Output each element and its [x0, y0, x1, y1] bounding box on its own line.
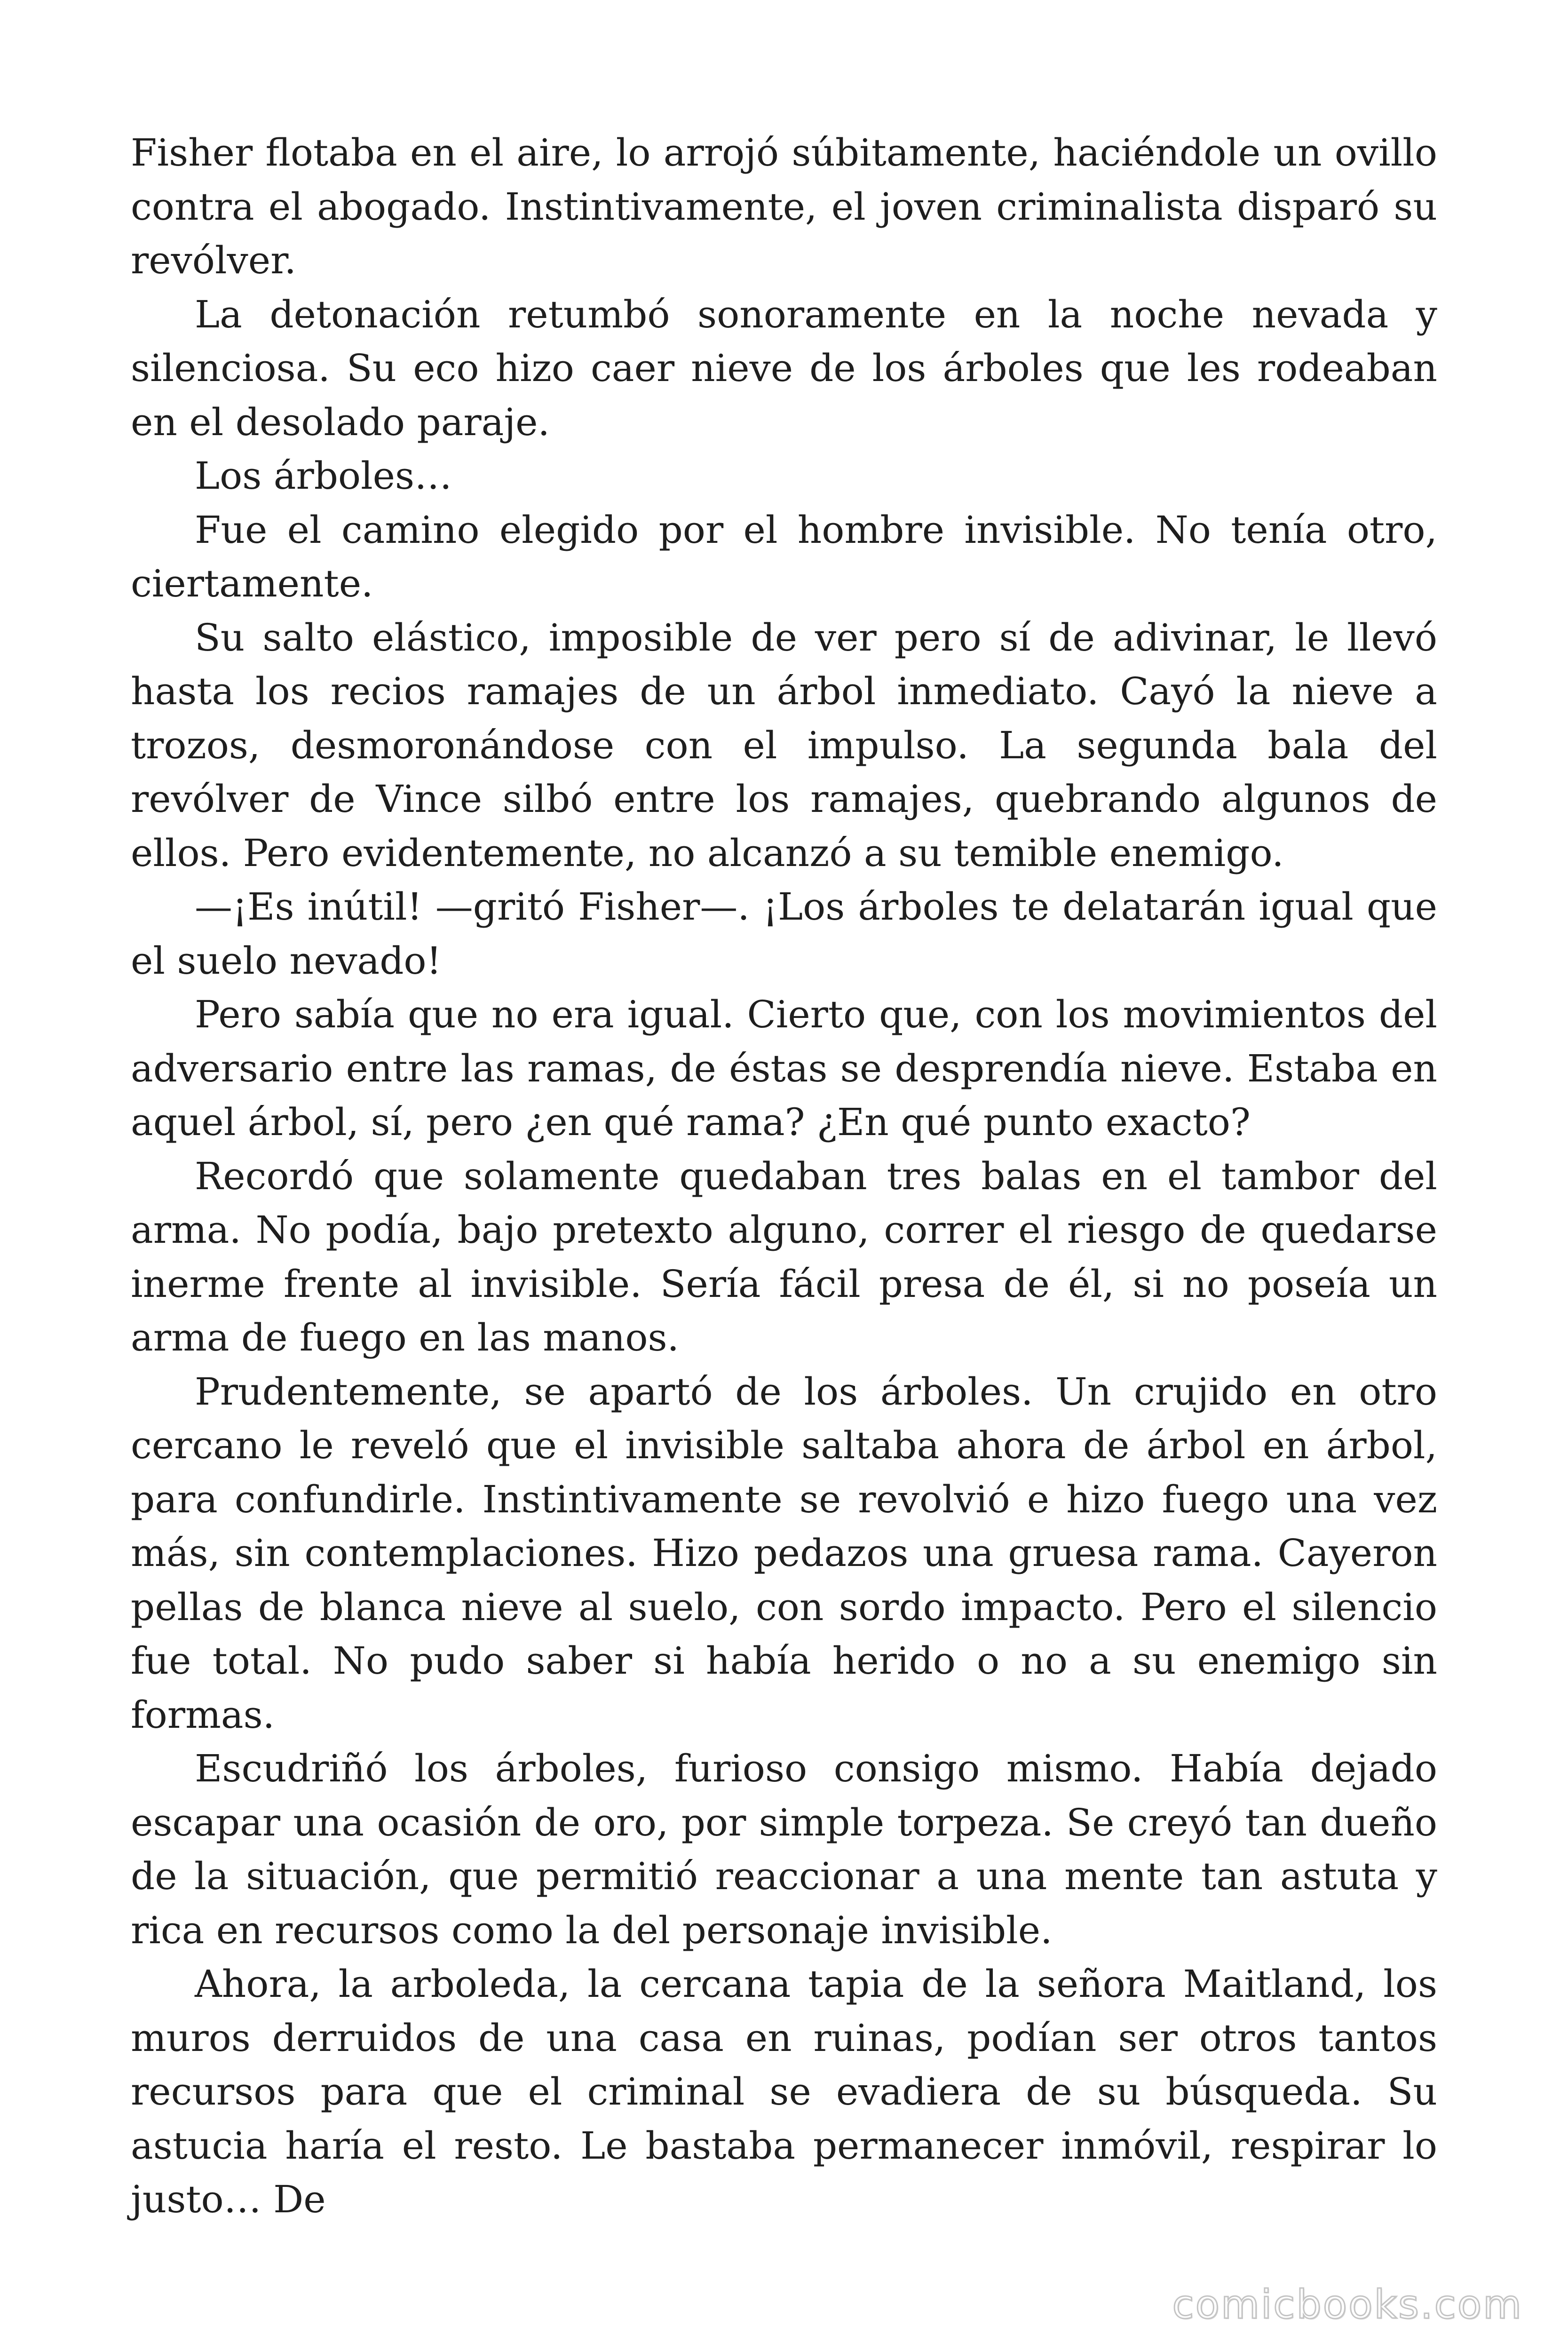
- paragraph: La detonación retumbó sonoramente en la noche nevada y silenciosa. Su eco hizo caer nieve de los árboles que les rodeaban en el desolado paraje.: [131, 292, 1437, 444]
- paragraph: Ahora, la arboleda, la cercana tapia de la señora Maitland, los muros derruidos de una casa en ruinas, podían ser otros tantos recursos para que el criminal se evadiera de su búsqueda. Su astucia haría el resto. Le bastaba permanecer inmóvil, respirar lo justo… De: [131, 1962, 1437, 2221]
- paragraph: Escudriñó los árboles, furioso consigo mismo. Había dejado escapar una ocasión de oro, por simple torpeza. Se creyó tan dueño de la situación, que permitió reaccionar a una mente tan astuta y rica en recursos como la del personaje invisible.: [131, 1747, 1437, 1952]
- paragraph: Recordó que solamente quedaban tres balas en el tambor del arma. No podía, bajo pretexto alguno, correr el riesgo de quedarse inerme frente al invisible. Sería fácil presa de él, si no poseía un arma de fuego en las manos.: [131, 1154, 1437, 1359]
- paragraph: —¡Es inútil! —gritó Fisher—. ¡Los árboles te delatarán igual que el suelo nevado!: [131, 885, 1437, 983]
- paragraph: Prudentemente, se apartó de los árboles. Un crujido en otro cercano le reveló que el invisible saltaba ahora de árbol en árbol, para confundirle. Instintivamente se revolvió e hizo fuego una vez más, sin contemplaciones. Hizo pedazos una gruesa rama. Cayeron pellas de blanca nieve al suelo, con sordo impacto. Pero el silencio fue total. No pudo saber si había herido o no a su enemigo sin formas.: [131, 1369, 1437, 1737]
- body-text: [131, 126, 1437, 2227]
- paragraph: Pero sabía que no era igual. Cierto que, con los movimientos del adversario entre las ramas, de éstas se desprendía nieve. Estaba en aquel árbol, sí, pero ¿en qué rama? ¿En qué punto exacto?: [131, 993, 1437, 1144]
- paragraph: Fisher flotaba en el aire, lo arrojó súbitamente, haciéndole un ovillo contra el abogado. Instintivamente, el joven criminalista disparó su revólver.: [131, 131, 1437, 282]
- paragraph: Fue el camino elegido por el hombre invisible. No tenía otro, ciertamente.: [131, 508, 1437, 605]
- watermark: comicbooks.com: [1172, 2281, 1523, 2328]
- paragraph: Los árboles…: [195, 454, 452, 498]
- paragraph: Su salto elástico, imposible de ver pero sí de adivinar, le llevó hasta los recios ramajes de un árbol inmediato. Cayó la nieve a trozos, desmoronándose con el impulso. La segunda bala del revólver de Vince silbó entre los ramajes, quebrando algunos de ellos. Pero evidentemente, no alcanzó a su temible enemigo.: [131, 615, 1437, 875]
